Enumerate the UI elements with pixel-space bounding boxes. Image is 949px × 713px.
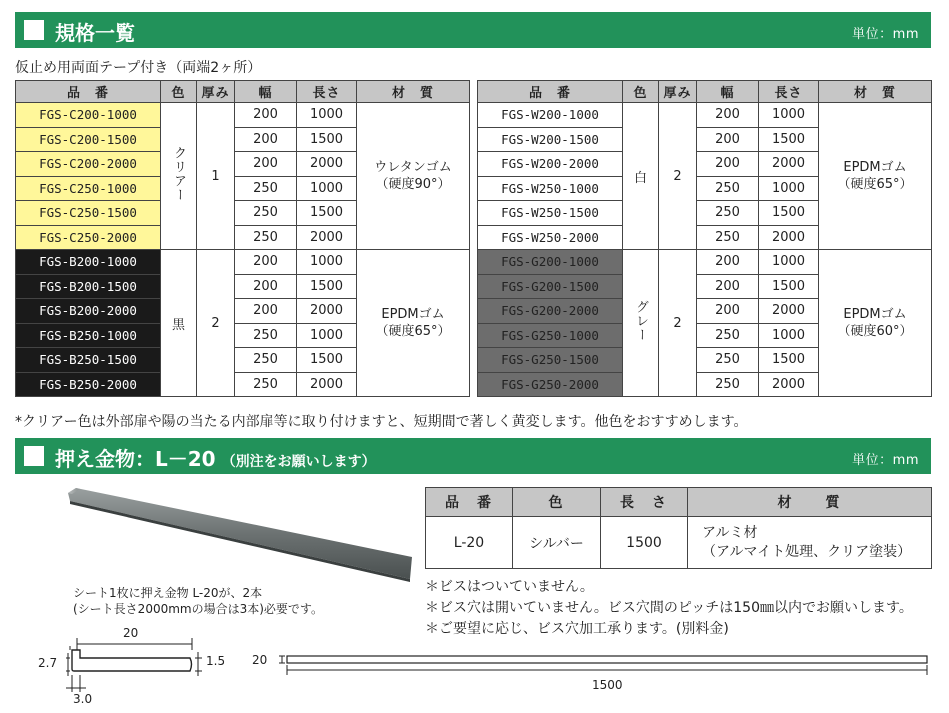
yellowing-note: *クリアー色は外部扉や陽の当たる内部扉等に取り付けますと、短期間で著しく黄変します。他色をおすすめします。 [15, 414, 748, 430]
width-cell: 200 [235, 152, 297, 177]
col-header-material: 材 質 [357, 81, 470, 103]
length-cell: 2000 [297, 152, 357, 177]
tape-caption: 仮止め用両面テープ付き（両端2ヶ所） [15, 60, 262, 76]
material-name: EPDMゴム [381, 307, 445, 322]
length-cell: 2000 [297, 372, 357, 397]
width-cell: 200 [235, 274, 297, 299]
sheet-note-line1: シート1枚に押え金物 L-20が、2本 [73, 586, 263, 600]
note-no-screws: ＊ビスはついていません。 [425, 579, 594, 595]
l20-material-line1: アルミ材 [702, 524, 758, 541]
width-cell: 250 [235, 372, 297, 397]
product-code: FGS-B200-2000 [16, 299, 161, 324]
length-cell: 1000 [759, 323, 819, 348]
color-cell [623, 250, 659, 397]
color-cell [161, 103, 197, 250]
product-code: FGS-C200-1000 [16, 103, 161, 128]
col-header-color: 色 [623, 81, 659, 103]
product-code: FGS-C250-1000 [16, 176, 161, 201]
width-cell: 250 [697, 348, 759, 373]
width-cell: 250 [697, 323, 759, 348]
length-cell: 2000 [759, 225, 819, 250]
material-hardness: （硬度65°） [375, 324, 451, 339]
note-no-holes: ＊ビス穴は開いていません。ビス穴間のピッチは150㎜以内でお願いします。 [425, 600, 913, 616]
material-cell [357, 250, 470, 397]
material-cell [357, 103, 470, 250]
width-cell: 200 [697, 274, 759, 299]
l20-material-line2: （アルマイト処理、クリア塗装） [702, 543, 912, 560]
section-title: 規格一覧 [55, 21, 135, 45]
width-cell: 250 [235, 201, 297, 226]
l20-color: シルバー [513, 517, 601, 569]
product-code: FGS-B250-2000 [16, 372, 161, 397]
material-cell [819, 103, 932, 250]
width-cell: 250 [235, 323, 297, 348]
l20-header-length: 長 さ [601, 488, 688, 517]
dim-profile-width: 20 [123, 626, 139, 640]
product-code: FGS-C250-1500 [16, 201, 161, 226]
length-cell: 1000 [297, 103, 357, 128]
width-cell: 200 [235, 299, 297, 324]
product-code: FGS-G200-2000 [478, 299, 623, 324]
length-cell: 1000 [759, 250, 819, 275]
length-cell: 2000 [297, 225, 357, 250]
length-cell: 1000 [759, 176, 819, 201]
material-name: EPDMゴム [843, 160, 907, 175]
width-cell: 250 [235, 348, 297, 373]
section-title [55, 443, 376, 472]
length-cell: 2000 [297, 299, 357, 324]
width-cell: 200 [235, 103, 297, 128]
sheet-note [73, 585, 323, 617]
length-cell: 1500 [759, 348, 819, 373]
length-cell: 1500 [297, 201, 357, 226]
col-header-thickness: 厚み [659, 81, 697, 103]
note-hole-service: ＊ご要望に応じ、ビス穴加工承ります。(別料金) [425, 621, 729, 637]
l20-length: 1500 [601, 517, 688, 569]
product-code: FGS-G250-2000 [478, 372, 623, 397]
l20-spec-table [425, 487, 932, 569]
product-code: FGS-B200-1000 [16, 250, 161, 275]
length-cell: 1000 [297, 176, 357, 201]
col-header-code: 品 番 [478, 81, 623, 103]
sheet-note-line2: (シート長さ2000mmの場合は3本)必要です。 [73, 602, 323, 616]
width-cell: 200 [697, 103, 759, 128]
product-code: FGS-W250-1000 [478, 176, 623, 201]
col-header-width: 幅 [235, 81, 297, 103]
length-cell: 1500 [759, 274, 819, 299]
color-cell [161, 250, 197, 397]
product-code: FGS-W200-1000 [478, 103, 623, 128]
l20-notes [425, 577, 913, 640]
square-icon [24, 446, 44, 466]
section2-title: 押え金物：L－20 [55, 447, 216, 471]
length-cell: 1500 [297, 348, 357, 373]
product-code: FGS-B250-1500 [16, 348, 161, 373]
width-cell: 250 [697, 372, 759, 397]
product-code: FGS-W250-1500 [478, 201, 623, 226]
product-code: FGS-G200-1000 [478, 250, 623, 275]
color-label: 白 [633, 170, 647, 186]
product-code: FGS-B250-1000 [16, 323, 161, 348]
product-code: FGS-G250-1500 [478, 348, 623, 373]
width-cell: 200 [697, 152, 759, 177]
product-code: FGS-W250-2000 [478, 225, 623, 250]
l20-bar-illustration [60, 485, 415, 590]
length-cell: 1000 [297, 323, 357, 348]
product-code: FGS-C200-1500 [16, 127, 161, 152]
product-code: FGS-G200-1500 [478, 274, 623, 299]
length-cell: 1000 [759, 103, 819, 128]
dim-lip-thickness: 1.5 [206, 654, 226, 668]
width-cell: 250 [235, 176, 297, 201]
thickness-cell: 2 [659, 103, 697, 250]
width-cell: 200 [697, 250, 759, 275]
l20-code: L-20 [426, 517, 513, 569]
col-header-width: 幅 [697, 81, 759, 103]
table-row [478, 103, 932, 128]
col-header-code: 品 番 [16, 81, 161, 103]
col-header-thickness: 厚み [197, 81, 235, 103]
width-cell: 200 [235, 250, 297, 275]
thickness-cell: 2 [659, 250, 697, 397]
product-code: FGS-G250-1000 [478, 323, 623, 348]
width-cell: 200 [697, 127, 759, 152]
section2-subtitle: （別注をお願いします） [221, 454, 376, 470]
length-cell: 2000 [759, 152, 819, 177]
material-name: ウレタンゴム [374, 160, 452, 175]
l20-header-color: 色 [513, 488, 601, 517]
col-header-color: 色 [161, 81, 197, 103]
section-header-l20 [15, 438, 931, 474]
width-cell: 250 [697, 176, 759, 201]
length-cell: 1500 [759, 201, 819, 226]
col-header-length: 長さ [759, 81, 819, 103]
width-cell: 250 [697, 201, 759, 226]
length-cell: 1500 [297, 127, 357, 152]
table-row [16, 250, 470, 275]
table-row [426, 517, 932, 569]
dim-side-height: 20 [252, 653, 268, 667]
col-header-material: 材 質 [819, 81, 932, 103]
length-cell: 1500 [297, 274, 357, 299]
section-header-spec [15, 12, 931, 48]
color-label: グレー [633, 300, 648, 342]
length-cell: 1500 [759, 127, 819, 152]
length-cell: 1000 [297, 250, 357, 275]
material-hardness: （硬度90°） [375, 177, 451, 192]
spec-table-right [477, 80, 932, 397]
material-hardness: （硬度65°） [837, 177, 913, 192]
product-code: FGS-W200-2000 [478, 152, 623, 177]
unit-label: 単位：mm [852, 453, 919, 468]
l20-material [688, 517, 932, 569]
color-label: クリアー [171, 146, 186, 202]
color-label: 黒 [171, 317, 185, 333]
product-code: FGS-B200-1500 [16, 274, 161, 299]
length-cell: 2000 [759, 372, 819, 397]
square-icon [24, 20, 44, 40]
product-code: FGS-W200-1500 [478, 127, 623, 152]
unit-label: 単位：mm [852, 27, 919, 42]
color-cell [623, 103, 659, 250]
table-row [478, 250, 932, 275]
product-code: FGS-C200-2000 [16, 152, 161, 177]
length-cell: 2000 [759, 299, 819, 324]
width-cell: 200 [235, 127, 297, 152]
material-name: EPDMゴム [843, 307, 907, 322]
col-header-length: 長さ [297, 81, 357, 103]
dim-length: 1500 [592, 678, 623, 692]
material-cell [819, 250, 932, 397]
thickness-cell: 1 [197, 103, 235, 250]
width-cell: 200 [697, 299, 759, 324]
width-cell: 250 [697, 225, 759, 250]
dim-profile-height: 2.7 [38, 656, 58, 670]
l20-header-material: 材 質 [688, 488, 932, 517]
spec-table-left [15, 80, 470, 397]
product-code: FGS-C250-2000 [16, 225, 161, 250]
width-cell: 250 [235, 225, 297, 250]
thickness-cell: 2 [197, 250, 235, 397]
dim-flange: 3.0 [73, 692, 93, 706]
l20-header-code: 品 番 [426, 488, 513, 517]
material-hardness: （硬度60°） [837, 324, 913, 339]
table-row [16, 103, 470, 128]
